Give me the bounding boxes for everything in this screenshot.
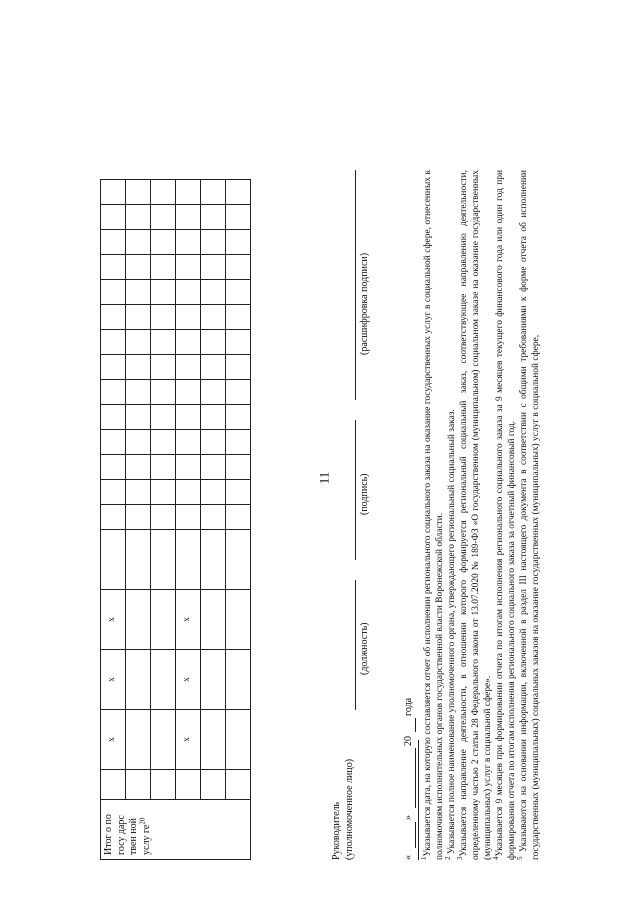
- table-cell: [226, 710, 251, 770]
- table-cell: [176, 770, 201, 800]
- table-cell: [101, 255, 126, 280]
- table-cell: [226, 330, 251, 355]
- table-cell: [151, 505, 176, 530]
- table-cell: [126, 255, 151, 280]
- table-cell: [101, 455, 126, 480]
- table-cell: [201, 530, 226, 590]
- table-cell: [226, 455, 251, 480]
- footnote-mark: 4: [492, 856, 501, 860]
- table-row: [201, 180, 226, 860]
- footnote-2: [443, 170, 458, 860]
- footnote-text: Указывается полное наименование уполномоченного органа, утверждающего региональный социальный заказ.: [447, 409, 458, 855]
- table-cell: [101, 380, 126, 405]
- table-cell: [101, 305, 126, 330]
- table-cell: [226, 530, 251, 590]
- table-cell: [126, 405, 151, 430]
- table-cell: [226, 405, 251, 430]
- footnote-4: [494, 170, 518, 860]
- table-cell: [126, 330, 151, 355]
- table-cell: [176, 230, 201, 255]
- table-cell: [151, 380, 176, 405]
- table-cell: [201, 355, 226, 380]
- footnote-mark: 1: [419, 856, 428, 860]
- table-cell: [176, 455, 201, 480]
- signature-block: [325, 170, 415, 860]
- table-row: [226, 180, 251, 860]
- table-cell: [226, 180, 251, 205]
- table-cell: [126, 430, 151, 455]
- table-cell: [201, 180, 226, 205]
- table-cell: [151, 770, 176, 800]
- table-cell: [201, 280, 226, 305]
- row-label-total: [101, 800, 251, 860]
- table-cell: [151, 590, 176, 650]
- table-cell: [126, 590, 151, 650]
- footnote-mark: 2: [443, 856, 452, 860]
- table-cell: [151, 455, 176, 480]
- position-line: [355, 580, 356, 710]
- table-cell: [151, 430, 176, 455]
- table-cell: [176, 530, 201, 590]
- table-cell: [176, 330, 201, 355]
- table-cell: [126, 280, 151, 305]
- decoding-line: [355, 170, 356, 400]
- table-cell: [226, 230, 251, 255]
- table-cell: [151, 305, 176, 330]
- table-cell: [151, 650, 176, 710]
- table-cell-mark: x: [101, 590, 126, 650]
- table-cell: [176, 255, 201, 280]
- table-cell: [226, 255, 251, 280]
- table-cell-mark: x: [176, 590, 201, 650]
- table-cell: [126, 650, 151, 710]
- table-cell: [201, 430, 226, 455]
- table-cell: [201, 230, 226, 255]
- table-cell: [126, 205, 151, 230]
- table-cell: [151, 180, 176, 205]
- table-cell: [226, 380, 251, 405]
- table-cell: [176, 180, 201, 205]
- date-day-line: [415, 822, 416, 848]
- footnote-text: Указывается дата, на которую составляется отчет об исполнении регионального социального заказа на оказание государственных услуг в социальной сфере, отнесенных к полномочиям исполнительных органов государственной власти Воронежской области.: [423, 170, 446, 860]
- date-year-prefix: 20: [403, 736, 414, 746]
- table-cell: [176, 355, 201, 380]
- date-year-suffix: года: [403, 697, 414, 716]
- table-cell: [126, 530, 151, 590]
- table-cell: [126, 710, 151, 770]
- table-cell-mark: x: [101, 710, 126, 770]
- table-cell: [101, 405, 126, 430]
- head-sublabel: (уполномоченное лицо): [344, 758, 355, 860]
- table-cell: [201, 590, 226, 650]
- table-cell: [101, 355, 126, 380]
- table-cell: [151, 230, 176, 255]
- head-label: Руководитель: [331, 801, 342, 860]
- table-cell: [126, 480, 151, 505]
- table-cell: [101, 430, 126, 455]
- table-cell: [226, 205, 251, 230]
- table-cell: [226, 650, 251, 710]
- table-cell: [151, 330, 176, 355]
- table-cell: [101, 330, 126, 355]
- signature-line: [355, 420, 356, 560]
- table-cell: [201, 380, 226, 405]
- table-cell: [201, 330, 226, 355]
- footnotes: [419, 169, 542, 860]
- table-cell: [226, 480, 251, 505]
- row-label-footnote-ref: 20: [138, 817, 147, 825]
- table-cell: [201, 505, 226, 530]
- table-cell: [201, 205, 226, 230]
- table-cell: [201, 710, 226, 770]
- date-open-quote: «: [403, 855, 414, 860]
- table-cell: [226, 305, 251, 330]
- table-cell: [101, 480, 126, 505]
- table-cell: [201, 305, 226, 330]
- table-cell: [176, 405, 201, 430]
- table-cell: [176, 505, 201, 530]
- table-cell: [126, 455, 151, 480]
- table-cell: [126, 355, 151, 380]
- table-cell: [226, 770, 251, 800]
- page-number: 11: [316, 471, 332, 485]
- decoding-caption: (расшифровка подписи): [359, 252, 370, 355]
- table-cell: [201, 770, 226, 800]
- row-label-text: Итог о по госу дарс твен ной услу ге: [103, 814, 152, 855]
- report-table: [100, 179, 251, 860]
- footnote-5: [518, 170, 542, 860]
- signature-caption: (подпись): [359, 473, 370, 515]
- table-cell: [151, 355, 176, 380]
- table-cell: [101, 505, 126, 530]
- table-cell: [176, 380, 201, 405]
- footnote-mark: 5: [516, 856, 525, 860]
- table-cell: [226, 590, 251, 650]
- footnote-text: Указывается направление деятельности, в отношении которого формируется региональный социальный заказ, соответствующее направлению деятельности, определенному частью 2 статьи 28 Федерального закона от 13.07.2020 № 189-ФЗ «О государственном (муниципальном) социальном заказе на оказание государственных (муниципальных) услуг в социальной сфере».: [459, 170, 494, 860]
- table-cell: [151, 205, 176, 230]
- footnote-text: Указываются на основании информации, включенной в раздел III настоящего документа в соответствии с общими требованиями к форме отчета об исполнении государственных (муниципальных) социальных заказов на оказание государственных (муниципальных) услуг в социальной сфере,: [519, 169, 542, 860]
- table-cell: [201, 455, 226, 480]
- table-cell: [101, 230, 126, 255]
- table-cell: [101, 180, 126, 205]
- table-cell: [151, 710, 176, 770]
- table-cell: [226, 430, 251, 455]
- table-cell: [151, 480, 176, 505]
- table-cell: [126, 180, 151, 205]
- footnote-3: [455, 170, 494, 860]
- table-cell: [226, 280, 251, 305]
- table-cell-mark: x: [176, 710, 201, 770]
- table-cell: [201, 405, 226, 430]
- footnote-1: [419, 170, 446, 860]
- footnote-mark: 3: [455, 856, 464, 860]
- rotated-landscape-page: [100, 170, 575, 860]
- table-cell: [126, 305, 151, 330]
- table-cell: [176, 205, 201, 230]
- table-cell: [201, 650, 226, 710]
- date-month-line: [415, 748, 416, 808]
- table-cell: [126, 380, 151, 405]
- table-cell: [176, 280, 201, 305]
- table-cell: [151, 530, 176, 590]
- table-cell-mark: x: [101, 650, 126, 710]
- position-caption: (должность): [359, 622, 370, 675]
- table-row: [126, 180, 151, 860]
- table-cell: [176, 430, 201, 455]
- table-cell: [226, 505, 251, 530]
- table-row: [101, 180, 126, 860]
- date-year-line: [415, 718, 416, 732]
- table-cell: [126, 505, 151, 530]
- footnote-text: Указывается 9 месяцев при формировании отчета по итогам исполнения регионального социального заказа за 9 месяцев текущего финансового года или один год при формировании отчета по итогам исполнения регионального социального заказа за отчетный финансовый год.: [495, 170, 518, 860]
- table-cell: [151, 255, 176, 280]
- table-cell: [176, 305, 201, 330]
- table-row: [151, 180, 176, 860]
- table-cell: [101, 280, 126, 305]
- table-cell: [101, 530, 126, 590]
- table-cell: [201, 255, 226, 280]
- table-cell: [151, 280, 176, 305]
- table-cell: [126, 230, 151, 255]
- table-cell: [126, 770, 151, 800]
- date-close-quote: »: [403, 815, 414, 820]
- table-cell: [151, 405, 176, 430]
- table-cell: [201, 480, 226, 505]
- table-cell-mark: x: [176, 650, 201, 710]
- table-cell: [226, 355, 251, 380]
- table-cell: [101, 770, 126, 800]
- table-row: [176, 180, 201, 860]
- table-cell: [176, 480, 201, 505]
- footnote-rule: [418, 740, 419, 860]
- table-cell: [101, 205, 126, 230]
